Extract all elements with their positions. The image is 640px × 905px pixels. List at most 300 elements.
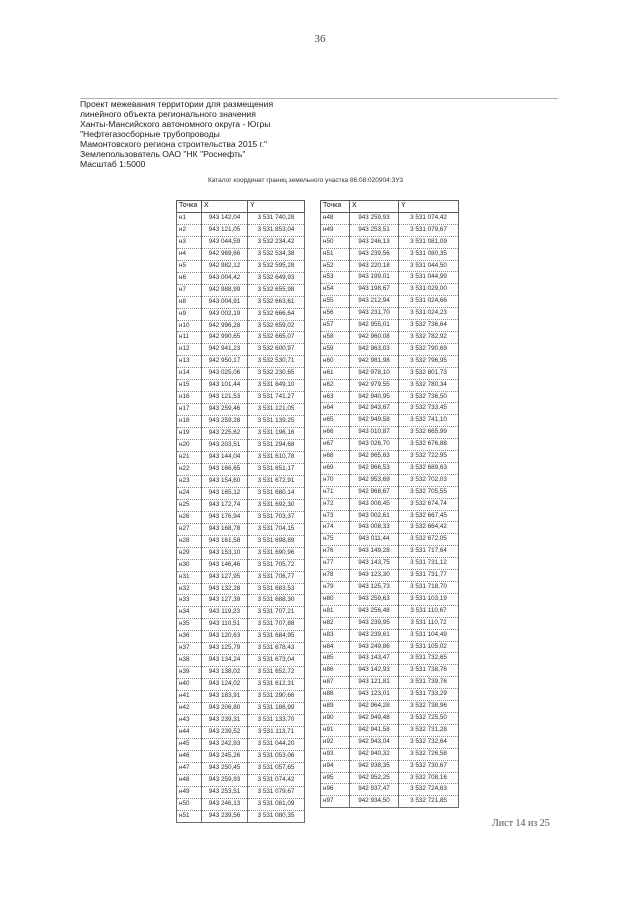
table-row <box>321 641 459 653</box>
y-coordinate-cell: 3 532 676,88 <box>399 439 459 451</box>
table-row <box>177 344 305 356</box>
table-row <box>177 284 305 296</box>
point-id-cell: н14 <box>177 368 202 380</box>
table-row <box>177 523 305 535</box>
y-coordinate-cell: 3 532 674,74 <box>399 498 459 510</box>
table-row <box>177 810 305 822</box>
table-row <box>321 784 459 796</box>
point-id-cell: н73 <box>321 510 350 522</box>
y-coordinate-cell: 3 532 741,10 <box>399 415 459 427</box>
point-id-cell: н11 <box>177 332 202 344</box>
point-id-cell: н16 <box>177 392 202 404</box>
table-row <box>177 272 305 284</box>
y-coordinate-cell: 3 531 113,71 <box>248 726 305 738</box>
y-coordinate-cell: 3 531 139,25 <box>248 416 305 428</box>
y-coordinate-cell: 3 532 733,45 <box>399 403 459 415</box>
x-coordinate-cell: 943 198,67 <box>350 284 399 296</box>
y-coordinate-cell: 3 532 796,95 <box>399 355 459 367</box>
table-row <box>177 619 305 631</box>
point-id-cell: н74 <box>321 522 350 534</box>
y-coordinate-cell: 3 531 652,72 <box>248 667 305 679</box>
table-row <box>321 343 459 355</box>
table-row <box>321 593 459 605</box>
point-id-cell: н51 <box>321 248 350 260</box>
y-coordinate-cell: 3 531 079,67 <box>399 224 459 236</box>
x-coordinate-cell: 943 203,51 <box>202 440 248 452</box>
table-row <box>177 679 305 691</box>
table-row <box>177 511 305 523</box>
point-id-cell: н94 <box>321 760 350 772</box>
x-coordinate-cell: 942 953,69 <box>350 474 399 486</box>
x-coordinate-cell: 942 969,66 <box>202 248 248 260</box>
point-id-cell: н9 <box>177 308 202 320</box>
point-id-cell: н88 <box>321 689 350 701</box>
x-coordinate-cell: 942 950,17 <box>202 356 248 368</box>
x-coordinate-cell: 942 934,50 <box>350 796 399 808</box>
x-coordinate-cell: 943 026,70 <box>350 439 399 451</box>
point-id-cell: н10 <box>177 320 202 332</box>
x-coordinate-cell: 942 940,95 <box>350 391 399 403</box>
x-coordinate-cell: 943 242,93 <box>202 738 248 750</box>
y-coordinate-cell: 3 531 133,70 <box>248 714 305 726</box>
table-row <box>321 260 459 272</box>
y-coordinate-cell: 3 531 739,76 <box>399 677 459 689</box>
table-row <box>177 236 305 248</box>
x-coordinate-cell: 943 110,51 <box>202 619 248 631</box>
header-line-7: Масштаб 1:5000 <box>80 159 146 169</box>
y-coordinate-cell: 3 532 708,16 <box>399 772 459 784</box>
table-row <box>321 677 459 689</box>
x-coordinate-cell: 943 125,79 <box>202 643 248 655</box>
point-id-cell: н59 <box>321 343 350 355</box>
x-coordinate-cell: 943 121,05 <box>202 224 248 236</box>
point-id-cell: н68 <box>321 451 350 463</box>
y-coordinate-cell: 3 532 665,07 <box>248 332 305 344</box>
table-row <box>321 439 459 451</box>
y-coordinate-cell: 3 532 667,45 <box>399 510 459 522</box>
table-row <box>177 738 305 750</box>
table-row <box>321 582 459 594</box>
x-coordinate-cell: 943 127,39 <box>202 595 248 607</box>
y-coordinate-cell: 3 531 849,10 <box>248 380 305 392</box>
point-id-cell: н13 <box>177 356 202 368</box>
column-header-point: Точка <box>321 201 350 213</box>
x-coordinate-cell: 942 978,10 <box>350 367 399 379</box>
x-coordinate-cell: 943 011,44 <box>350 534 399 546</box>
point-id-cell: н67 <box>321 439 350 451</box>
x-coordinate-cell: 942 966,53 <box>350 462 399 474</box>
y-coordinate-cell: 3 531 717,64 <box>399 546 459 558</box>
point-id-cell: н50 <box>321 236 350 248</box>
x-coordinate-cell: 943 253,51 <box>350 224 399 236</box>
table-row <box>321 570 459 582</box>
table-row <box>321 331 459 343</box>
table-row <box>321 653 459 665</box>
point-id-cell: н95 <box>321 772 350 784</box>
table-row <box>177 774 305 786</box>
y-coordinate-cell: 3 532 721,85 <box>399 796 459 808</box>
point-id-cell: н31 <box>177 571 202 583</box>
x-coordinate-cell: 943 225,62 <box>202 428 248 440</box>
y-coordinate-cell: 3 531 121,05 <box>248 404 305 416</box>
point-id-cell: н65 <box>321 415 350 427</box>
x-coordinate-cell: 942 988,99 <box>202 284 248 296</box>
point-id-cell: н21 <box>177 452 202 464</box>
y-coordinate-cell: 3 532 782,92 <box>399 331 459 343</box>
point-id-cell: н87 <box>321 677 350 689</box>
x-coordinate-cell: 942 963,03 <box>350 343 399 355</box>
table-row <box>321 415 459 427</box>
x-coordinate-cell: 942 979,55 <box>350 379 399 391</box>
y-coordinate-cell: 3 531 610,78 <box>248 452 305 464</box>
table-row <box>321 272 459 284</box>
y-coordinate-cell: 3 532 530,71 <box>248 356 305 368</box>
point-id-cell: н90 <box>321 712 350 724</box>
x-coordinate-cell: 943 154,60 <box>202 475 248 487</box>
y-coordinate-cell: 3 531 672,91 <box>248 475 305 487</box>
y-coordinate-cell: 3 531 044,50 <box>399 260 459 272</box>
point-id-cell: н49 <box>321 224 350 236</box>
y-coordinate-cell: 3 531 698,89 <box>248 535 305 547</box>
table-row <box>177 667 305 679</box>
point-id-cell: н57 <box>321 320 350 332</box>
x-coordinate-cell: 942 981,98 <box>350 355 399 367</box>
x-coordinate-cell: 942 941,23 <box>202 344 248 356</box>
y-coordinate-cell: 3 531 705,72 <box>248 559 305 571</box>
y-coordinate-cell: 3 531 080,35 <box>399 248 459 260</box>
y-coordinate-cell: 3 531 294,68 <box>248 440 305 452</box>
x-coordinate-cell: 942 940,32 <box>350 748 399 760</box>
table-header-row <box>321 201 459 213</box>
table-row <box>177 726 305 738</box>
point-id-cell: н84 <box>321 641 350 653</box>
point-id-cell: н17 <box>177 404 202 416</box>
point-id-cell: н12 <box>177 344 202 356</box>
point-id-cell: н20 <box>177 440 202 452</box>
y-coordinate-cell: 3 532 600,97 <box>248 344 305 356</box>
table-row <box>321 796 459 808</box>
x-coordinate-cell: 943 259,93 <box>350 212 399 224</box>
y-coordinate-cell: 3 531 684,95 <box>248 631 305 643</box>
x-coordinate-cell: 943 008,33 <box>350 522 399 534</box>
sheet-counter: Лист 14 из 25 <box>492 818 550 829</box>
y-coordinate-cell: 3 531 079,67 <box>248 786 305 798</box>
table-row <box>321 403 459 415</box>
y-coordinate-cell: 3 532 664,42 <box>399 522 459 534</box>
y-coordinate-cell: 3 532 534,38 <box>248 248 305 260</box>
y-coordinate-cell: 3 531 707,21 <box>248 607 305 619</box>
table-row <box>177 595 305 607</box>
table-row <box>321 712 459 724</box>
x-coordinate-cell: 943 239,31 <box>202 714 248 726</box>
point-id-cell: н89 <box>321 701 350 713</box>
y-coordinate-cell: 3 532 780,34 <box>399 379 459 391</box>
table-row <box>177 691 305 703</box>
y-coordinate-cell: 3 532 230,65 <box>248 368 305 380</box>
table-row <box>177 392 305 404</box>
y-coordinate-cell: 3 531 044,99 <box>399 272 459 284</box>
point-id-cell: н29 <box>177 547 202 559</box>
y-coordinate-cell: 3 532 722,95 <box>399 451 459 463</box>
y-coordinate-cell: 3 531 074,42 <box>248 774 305 786</box>
header-line-5: Мамонтовского региона строительства 2015 г." <box>80 139 268 149</box>
y-coordinate-cell: 3 532 731,28 <box>399 724 459 736</box>
table-row <box>177 583 305 595</box>
table-row <box>321 486 459 498</box>
x-coordinate-cell: 942 968,67 <box>350 486 399 498</box>
x-coordinate-cell: 943 176,94 <box>202 511 248 523</box>
y-coordinate-cell: 3 531 105,02 <box>399 641 459 653</box>
x-coordinate-cell: 943 144,04 <box>202 452 248 464</box>
point-id-cell: н64 <box>321 403 350 415</box>
y-coordinate-cell: 3 531 110,67 <box>399 605 459 617</box>
point-id-cell: н43 <box>177 714 202 726</box>
point-id-cell: н2 <box>177 224 202 236</box>
y-coordinate-cell: 3 532 655,98 <box>248 284 305 296</box>
point-id-cell: н97 <box>321 796 350 808</box>
point-id-cell: н46 <box>177 750 202 762</box>
table-row <box>321 558 459 570</box>
x-coordinate-cell: 943 220,18 <box>350 260 399 272</box>
x-coordinate-cell: 942 964,28 <box>350 701 399 713</box>
table-row <box>321 510 459 522</box>
y-coordinate-cell: 3 531 692,30 <box>248 499 305 511</box>
y-coordinate-cell: 3 531 704,15 <box>248 523 305 535</box>
y-coordinate-cell: 3 531 081,09 <box>399 236 459 248</box>
x-coordinate-cell: 943 246,13 <box>202 798 248 810</box>
x-coordinate-cell: 943 253,51 <box>202 786 248 798</box>
point-id-cell: н80 <box>321 593 350 605</box>
x-coordinate-cell: 943 125,73 <box>350 582 399 594</box>
point-id-cell: н62 <box>321 379 350 391</box>
catalog-caption: Каталог координат границ земельного участка 86:08:020904:ЗУ3 <box>208 177 404 184</box>
point-id-cell: н8 <box>177 296 202 308</box>
x-coordinate-cell: 943 259,28 <box>202 416 248 428</box>
y-coordinate-cell: 3 531 680,14 <box>248 487 305 499</box>
y-coordinate-cell: 3 531 740,28 <box>248 212 305 224</box>
y-coordinate-cell: 3 531 057,65 <box>248 762 305 774</box>
x-coordinate-cell: 943 143,47 <box>350 653 399 665</box>
page-number: 36 <box>314 33 326 45</box>
table-row <box>321 665 459 677</box>
y-coordinate-cell: 3 531 110,72 <box>399 617 459 629</box>
table-row <box>177 463 305 475</box>
x-coordinate-cell: 943 231,70 <box>350 308 399 320</box>
table-row <box>177 224 305 236</box>
header-line-4: "Нефтегазосборные трубопроводы <box>80 129 220 139</box>
table-row <box>177 320 305 332</box>
table-row <box>321 224 459 236</box>
point-id-cell: н72 <box>321 498 350 510</box>
y-coordinate-cell: 3 531 024,23 <box>399 308 459 320</box>
table-row <box>177 260 305 272</box>
table-row <box>177 248 305 260</box>
y-coordinate-cell: 3 531 688,30 <box>248 595 305 607</box>
y-coordinate-cell: 3 531 186,99 <box>248 703 305 715</box>
table-row <box>321 689 459 701</box>
y-coordinate-cell: 3 531 738,76 <box>399 665 459 677</box>
coordinates-table-left <box>176 200 305 823</box>
y-coordinate-cell: 3 532 595,28 <box>248 260 305 272</box>
point-id-cell: н37 <box>177 643 202 655</box>
x-coordinate-cell: 943 245,26 <box>202 750 248 762</box>
table-row <box>177 786 305 798</box>
y-coordinate-cell: 3 531 741,27 <box>248 392 305 404</box>
x-coordinate-cell: 943 168,78 <box>202 523 248 535</box>
point-id-cell: н86 <box>321 665 350 677</box>
point-id-cell: н51 <box>177 810 202 822</box>
point-id-cell: н47 <box>177 762 202 774</box>
x-coordinate-cell: 943 149,28 <box>350 546 399 558</box>
x-coordinate-cell: 943 127,95 <box>202 571 248 583</box>
y-coordinate-cell: 3 531 731,12 <box>399 558 459 570</box>
y-coordinate-cell: 3 531 703,37 <box>248 511 305 523</box>
x-coordinate-cell: 943 025,06 <box>202 368 248 380</box>
table-row <box>177 428 305 440</box>
table-row <box>321 534 459 546</box>
point-id-cell: н82 <box>321 617 350 629</box>
y-coordinate-cell: 3 532 730,67 <box>399 760 459 772</box>
x-coordinate-cell: 942 941,58 <box>350 724 399 736</box>
point-id-cell: н93 <box>321 748 350 760</box>
point-id-cell: н3 <box>177 236 202 248</box>
x-coordinate-cell: 943 259,63 <box>350 593 399 605</box>
point-id-cell: н22 <box>177 463 202 475</box>
y-coordinate-cell: 3 532 801,73 <box>399 367 459 379</box>
y-coordinate-cell: 3 532 659,02 <box>248 320 305 332</box>
table-row <box>177 380 305 392</box>
y-coordinate-cell: 3 532 726,58 <box>399 748 459 760</box>
point-id-cell: н30 <box>177 559 202 571</box>
x-coordinate-cell: 943 161,58 <box>202 535 248 547</box>
table-header-row <box>177 201 305 213</box>
x-coordinate-cell: 943 239,61 <box>350 629 399 641</box>
table-row <box>321 355 459 367</box>
x-coordinate-cell: 942 965,63 <box>350 451 399 463</box>
document-header <box>80 99 380 169</box>
table-row <box>177 547 305 559</box>
point-id-cell: н35 <box>177 619 202 631</box>
x-coordinate-cell: 943 008,45 <box>350 498 399 510</box>
x-coordinate-cell: 943 206,80 <box>202 703 248 715</box>
x-coordinate-cell: 942 937,47 <box>350 784 399 796</box>
x-coordinate-cell: 943 183,91 <box>202 691 248 703</box>
point-id-cell: н34 <box>177 607 202 619</box>
y-coordinate-cell: 3 531 651,17 <box>248 463 305 475</box>
x-coordinate-cell: 943 143,75 <box>350 558 399 570</box>
x-coordinate-cell: 942 938,35 <box>350 760 399 772</box>
x-coordinate-cell: 943 010,87 <box>350 427 399 439</box>
point-id-cell: н6 <box>177 272 202 284</box>
x-coordinate-cell: 943 239,52 <box>202 726 248 738</box>
point-id-cell: н70 <box>321 474 350 486</box>
y-coordinate-cell: 3 531 029,00 <box>399 284 459 296</box>
point-id-cell: н96 <box>321 784 350 796</box>
y-coordinate-cell: 3 532 724,63 <box>399 784 459 796</box>
y-coordinate-cell: 3 532 738,96 <box>399 701 459 713</box>
point-id-cell: н83 <box>321 629 350 641</box>
x-coordinate-cell: 943 146,46 <box>202 559 248 571</box>
table-row <box>177 308 305 320</box>
point-id-cell: н27 <box>177 523 202 535</box>
y-coordinate-cell: 3 531 103,19 <box>399 593 459 605</box>
point-id-cell: н24 <box>177 487 202 499</box>
table-row <box>177 296 305 308</box>
table-row <box>177 356 305 368</box>
y-coordinate-cell: 3 532 234,42 <box>248 236 305 248</box>
point-id-cell: н38 <box>177 655 202 667</box>
table-row <box>321 701 459 713</box>
point-id-cell: н41 <box>177 691 202 703</box>
table-row <box>177 631 305 643</box>
y-coordinate-cell: 3 532 672,05 <box>399 534 459 546</box>
y-coordinate-cell: 3 532 689,63 <box>399 462 459 474</box>
x-coordinate-cell: 943 101,44 <box>202 380 248 392</box>
y-coordinate-cell: 3 531 612,31 <box>248 679 305 691</box>
table-row <box>321 451 459 463</box>
x-coordinate-cell: 943 259,93 <box>202 774 248 786</box>
y-coordinate-cell: 3 531 853,04 <box>248 224 305 236</box>
table-row <box>321 236 459 248</box>
x-coordinate-cell: 943 121,53 <box>202 392 248 404</box>
x-coordinate-cell: 943 002,19 <box>202 308 248 320</box>
point-id-cell: н58 <box>321 331 350 343</box>
x-coordinate-cell: 943 123,01 <box>350 689 399 701</box>
table-row <box>177 416 305 428</box>
x-coordinate-cell: 943 121,81 <box>350 677 399 689</box>
column-header-point: Точка <box>177 201 202 213</box>
table-row <box>177 607 305 619</box>
x-coordinate-cell: 943 119,23 <box>202 607 248 619</box>
y-coordinate-cell: 3 532 790,69 <box>399 343 459 355</box>
point-id-cell: н1 <box>177 212 202 224</box>
table-row <box>321 284 459 296</box>
y-coordinate-cell: 3 532 665,99 <box>399 427 459 439</box>
point-id-cell: н23 <box>177 475 202 487</box>
point-id-cell: н56 <box>321 308 350 320</box>
y-coordinate-cell: 3 532 702,03 <box>399 474 459 486</box>
point-id-cell: н26 <box>177 511 202 523</box>
y-coordinate-cell: 3 532 736,64 <box>399 320 459 332</box>
table-row <box>321 391 459 403</box>
point-id-cell: н55 <box>321 296 350 308</box>
table-row <box>177 440 305 452</box>
y-coordinate-cell: 3 532 666,64 <box>248 308 305 320</box>
column-header-y: Y <box>399 201 459 213</box>
point-id-cell: н40 <box>177 679 202 691</box>
x-coordinate-cell: 943 239,56 <box>202 810 248 822</box>
header-line-1: Проект межевания территории для размещения <box>80 99 274 109</box>
y-coordinate-cell: 3 532 649,93 <box>248 272 305 284</box>
x-coordinate-cell: 943 166,65 <box>202 463 248 475</box>
coordinates-table-right <box>320 200 459 808</box>
point-id-cell: н76 <box>321 546 350 558</box>
y-coordinate-cell: 3 532 725,50 <box>399 712 459 724</box>
x-coordinate-cell: 943 249,86 <box>350 641 399 653</box>
table-row <box>177 750 305 762</box>
x-coordinate-cell: 943 004,42 <box>202 272 248 284</box>
table-row <box>177 762 305 774</box>
y-coordinate-cell: 3 531 732,65 <box>399 653 459 665</box>
table-row <box>321 748 459 760</box>
point-id-cell: н66 <box>321 427 350 439</box>
x-coordinate-cell: 942 996,28 <box>202 320 248 332</box>
x-coordinate-cell: 943 172,74 <box>202 499 248 511</box>
point-id-cell: н63 <box>321 391 350 403</box>
column-header-x: X <box>350 201 399 213</box>
header-line-6: Землепользователь ОАО "НК "Роснефть" <box>80 149 246 159</box>
column-header-y: Y <box>248 201 305 213</box>
